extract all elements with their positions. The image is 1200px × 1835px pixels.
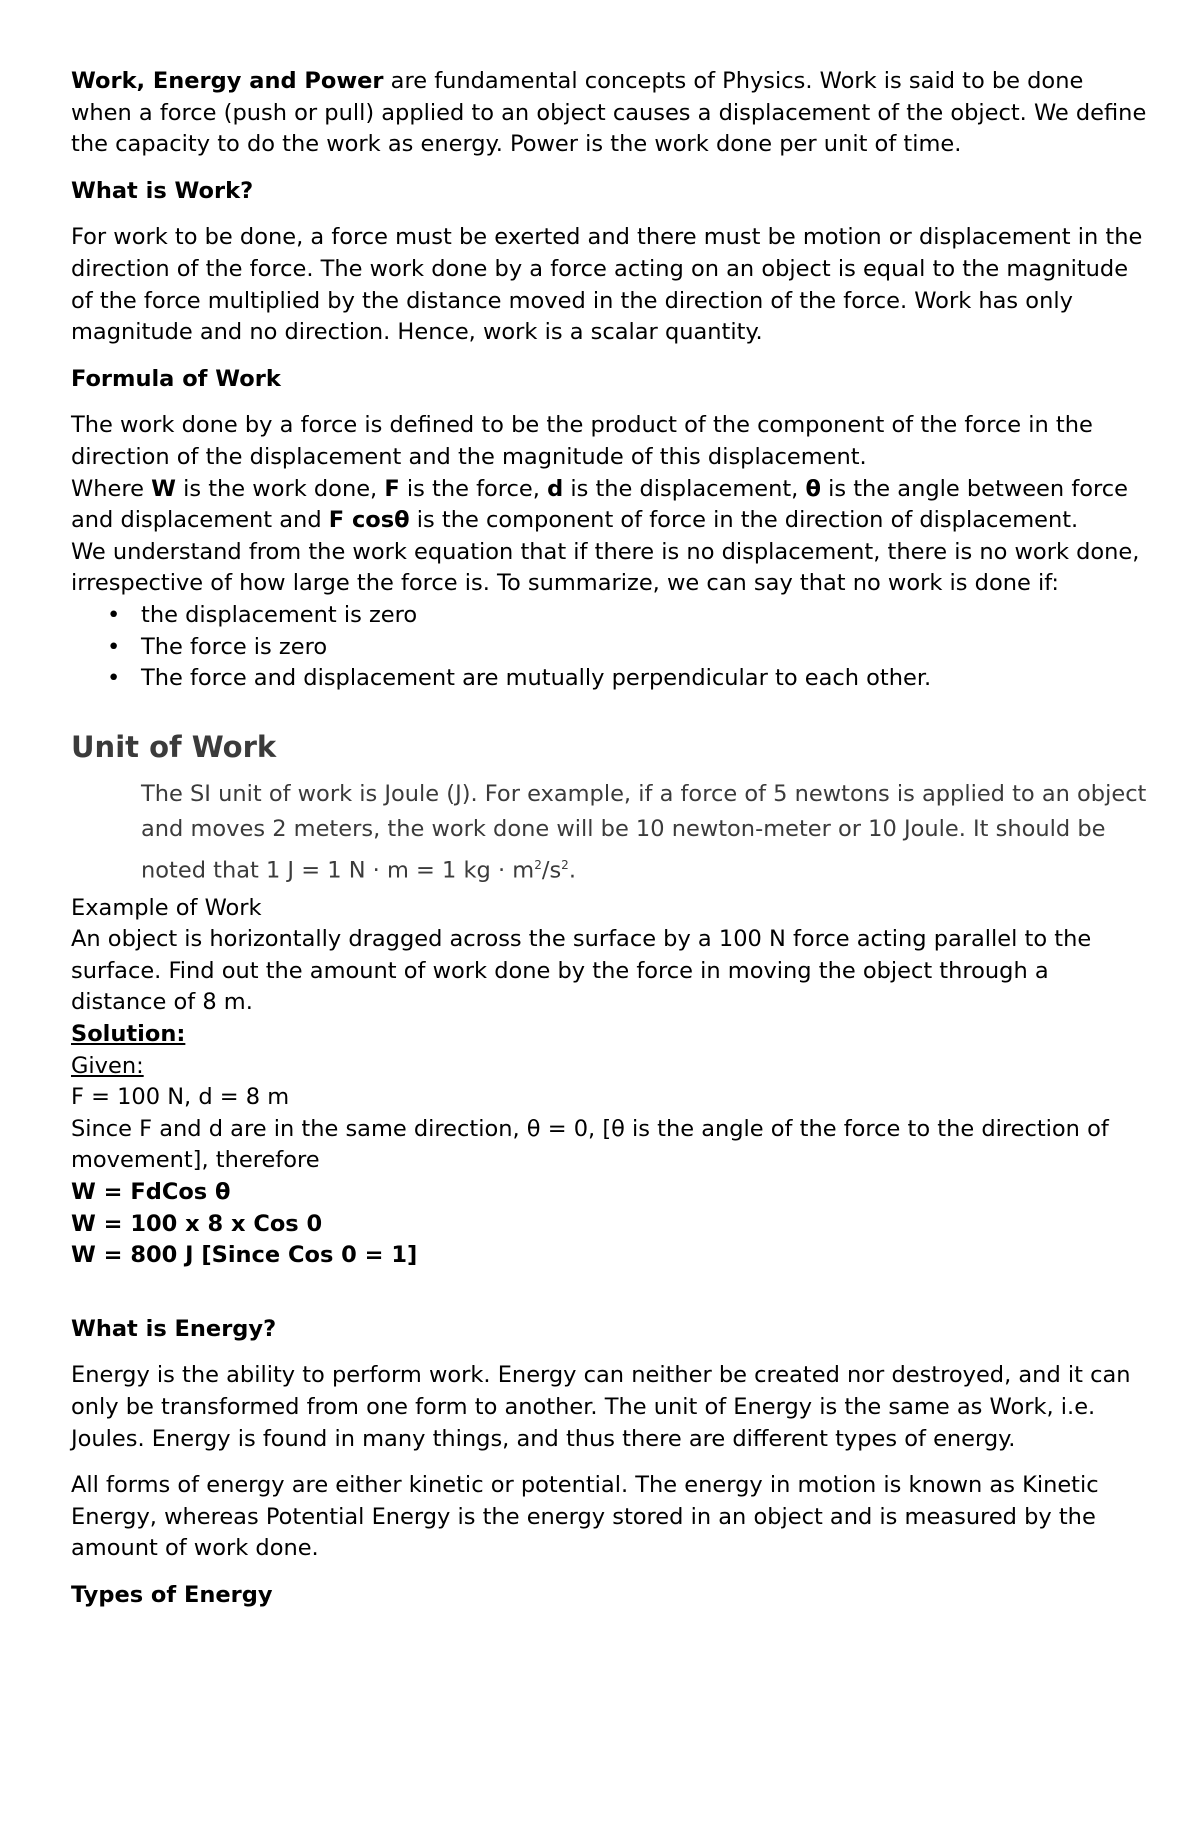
list-item: • the displacement is zero [141,600,1151,632]
unit-superscript-2: 2 [561,857,569,872]
no-work-conditions-list [71,600,1151,695]
list-item: • The force is zero [141,632,1151,664]
example-reasoning: Since F and d are in the same direction, θ = 0, [θ is the angle of the force to the direction of movement], therefore [71,1115,1109,1174]
energy-paragraph-1: Energy is the ability to perform work. Energy can neither be created nor destroyed, and it can only be transformed from one form to another. The unit of Energy is the same as Work, i.e. Joules. Energy is found in many things, and thus there are different types of energy. [71,1362,1131,1452]
symbol-fcos: F cosθ [328,507,410,534]
equation-2: W = 100 x 8 x Cos 0 [71,1210,323,1237]
unit-superscript-1: 2 [534,857,542,872]
intro-paragraph [71,66,1151,161]
unit-paragraph [141,777,1151,889]
formula-definition: The work done by a force is defined to be the product of the component of the force in the direction of the displacement and the magnitude of this displacement. [71,412,1093,470]
list-item: • The force and displacement are mutually perpendicular to each other. [141,663,1151,695]
where-text-4: is the displacement, [563,475,806,502]
symbol-w: W [151,475,176,502]
formula-heading: Formula of Work [71,365,281,392]
work-heading: What is Work? [71,177,254,204]
where-text-1: Where [71,475,152,502]
symbol-d: d [547,475,564,502]
example-title: Example of Work [71,894,262,921]
solution-label: Solution: [71,1021,186,1048]
work-paragraph: For work to be done, a force must be exerted and there must be motion or displacement in the direction of the force. The work done by a force acting on an object is equal to the magnitude of the force multiplied by the distance moved in the direction of the force. Work has only magnitude and no direction. Hence, work is a scalar quantity. [71,224,1143,346]
equation-1: W = FdCos θ [71,1179,231,1206]
types-of-energy-heading: Types of Energy [71,1581,273,1608]
symbol-f: F [384,475,400,502]
unit-heading: Unit of Work [71,729,277,764]
energy-heading: What is Energy? [71,1315,277,1342]
intro-lead: Work, Energy and Power [71,68,384,94]
symbol-theta: θ [805,475,821,502]
energy-paragraph-2: All forms of energy are either kinetic or potential. The energy in motion is known as Kinetic Energy, whereas Potential Energy is the energy stored in an object and is measured by the amount of work done. [71,1472,1099,1562]
where-text-6: is the component of force in the direction of displacement. [409,507,1079,534]
where-text-2: is the work done, [175,475,385,502]
where-text-3: is the force, [399,475,548,502]
unit-text-slash: /s [541,857,562,884]
formula-summary: We understand from the work equation that if there is no displacement, there is no work done, irrespective of how large the force is. To summarize, we can say that no work is done if: [71,538,1140,597]
example-problem: An object is horizontally dragged across the surface by a 100 N force acting parallel to the surface. Find out the amount of work done by the force in moving the object through a distance of 8 m. [71,926,1092,1016]
unit-text-end: . [568,857,576,884]
given-label: Given: [71,1052,144,1079]
where-text-5: is the angle between force and displacement and [71,475,1128,534]
equation-3: W = 800 J [Since Cos 0 = 1] [71,1242,418,1269]
document-page [71,66,1151,1612]
given-values: F = 100 N, d = 8 m [71,1084,290,1111]
unit-text: The SI unit of work is Joule (J). For example, if a force of 5 newtons is applied to an object and moves 2 meters, the work done will be 10 newton-meter or 10 Joule. It should be noted that 1 J = 1 N · m = 1 kg · m [141,780,1147,884]
intro-text: are fundamental concepts of Physics. Work is said to be done when a force (push or pull) applied to an object causes a displacement of the object. We define the capacity to do the work as energy. Power is the work done per unit of time. [71,68,1147,158]
formula-where [71,474,1151,537]
